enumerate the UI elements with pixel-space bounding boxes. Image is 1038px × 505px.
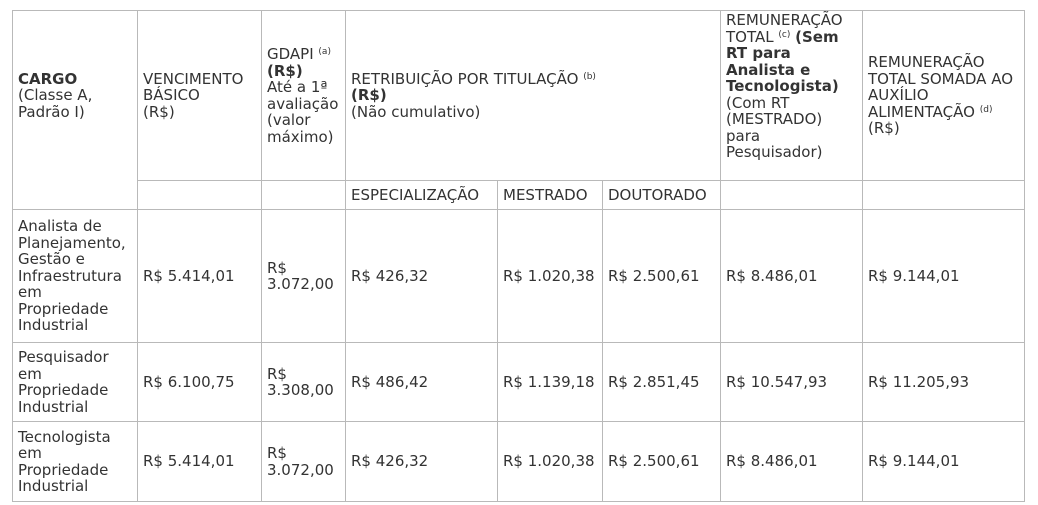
table-row bbox=[13, 343, 1025, 422]
header-cargo-sub: (Classe A, Padrão I) bbox=[18, 86, 93, 121]
subheader-especializacao: ESPECIALIZAÇÃO bbox=[346, 181, 498, 210]
header-vencimento-title: VENCIMENTO BÁSICO bbox=[143, 69, 244, 105]
header-remuneracao-note: (c) bbox=[778, 29, 791, 40]
cell-doutorado: R$ 2.851,45 bbox=[603, 343, 721, 422]
header-total-somada bbox=[863, 11, 1025, 181]
cell-mestrado: R$ 1.020,38 bbox=[498, 422, 603, 502]
header-gdapi-unit: (R$) bbox=[267, 61, 303, 80]
cell-especializacao: R$ 426,32 bbox=[346, 422, 498, 502]
cell-total: R$ 11.205,93 bbox=[863, 343, 1025, 422]
subheader-empty-remuneracao bbox=[721, 181, 863, 210]
header-remuneracao-desc: (Com RT (MESTRADO) para Pesquisador) bbox=[726, 93, 823, 161]
header-gdapi-desc: Até a 1ª avaliação (valor máximo) bbox=[267, 78, 339, 146]
header-retribuicao-unit: (R$) bbox=[351, 86, 387, 105]
cell-remuneracao: R$ 10.547,93 bbox=[721, 343, 863, 422]
cell-total: R$ 9.144,01 bbox=[863, 210, 1025, 343]
header-retribuicao bbox=[346, 11, 721, 181]
table-row bbox=[13, 210, 1025, 343]
subheader-empty-total bbox=[863, 181, 1025, 210]
subheader-empty-gdapi bbox=[262, 181, 346, 210]
header-retribuicao-title: RETRIBUIÇÃO POR TITULAÇÃO bbox=[351, 69, 579, 88]
cell-remuneracao: R$ 8.486,01 bbox=[721, 422, 863, 502]
header-cargo bbox=[13, 11, 138, 210]
cell-cargo: Tecnologista em Propriedade Industrial bbox=[13, 422, 138, 502]
header-vencimento bbox=[138, 11, 262, 181]
cell-especializacao: R$ 426,32 bbox=[346, 210, 498, 343]
subheader-empty-vencimento bbox=[138, 181, 262, 210]
header-vencimento-unit: (R$) bbox=[143, 102, 175, 121]
header-remuneracao-title: REMUNERAÇÃO TOTAL bbox=[726, 11, 843, 46]
header-gdapi-note: (a) bbox=[318, 47, 331, 57]
header-row bbox=[13, 11, 1025, 181]
header-total-somada-note: (d) bbox=[979, 104, 993, 115]
cell-doutorado: R$ 2.500,61 bbox=[603, 210, 721, 343]
salary-table bbox=[12, 10, 1025, 502]
header-remuneracao-bold: (Sem RT para Analista e Tecnologista) bbox=[726, 27, 839, 95]
cell-mestrado: R$ 1.139,18 bbox=[498, 343, 603, 422]
cell-mestrado: R$ 1.020,38 bbox=[498, 210, 603, 343]
cell-cargo: Analista de Planejamento, Gestão e Infraestrutura em Propriedade Industrial bbox=[13, 210, 138, 343]
header-remuneracao bbox=[721, 11, 863, 181]
cell-vencimento: R$ 5.414,01 bbox=[138, 210, 262, 343]
cell-gdapi: R$ 3.072,00 bbox=[262, 210, 346, 343]
subheader-doutorado: DOUTORADO bbox=[603, 181, 721, 210]
cell-gdapi: R$ 3.072,00 bbox=[262, 422, 346, 502]
cell-doutorado: R$ 2.500,61 bbox=[603, 422, 721, 502]
cell-total: R$ 9.144,01 bbox=[863, 422, 1025, 502]
header-retribuicao-desc: (Não cumulativo) bbox=[351, 102, 481, 121]
cell-especializacao: R$ 486,42 bbox=[346, 343, 498, 422]
cell-remuneracao: R$ 8.486,01 bbox=[721, 210, 863, 343]
header-retribuicao-note: (b) bbox=[583, 71, 596, 82]
header-total-somada-title: REMUNERAÇÃO TOTAL SOMADA AO AUXÍLIO ALIMENTAÇÃO bbox=[868, 53, 1014, 121]
header-gdapi bbox=[262, 11, 346, 181]
cell-gdapi: R$ 3.308,00 bbox=[262, 343, 346, 422]
cell-vencimento: R$ 6.100,75 bbox=[138, 343, 262, 422]
subheader-row bbox=[13, 181, 1025, 210]
table-row bbox=[13, 422, 1025, 502]
header-total-somada-unit: (R$) bbox=[868, 119, 900, 138]
header-cargo-title: CARGO bbox=[18, 69, 78, 88]
cell-vencimento: R$ 5.414,01 bbox=[138, 422, 262, 502]
cell-cargo: Pesquisador em Propriedade Industrial bbox=[13, 343, 138, 422]
subheader-mestrado: MESTRADO bbox=[498, 181, 603, 210]
header-gdapi-title: GDAPI bbox=[267, 45, 314, 63]
